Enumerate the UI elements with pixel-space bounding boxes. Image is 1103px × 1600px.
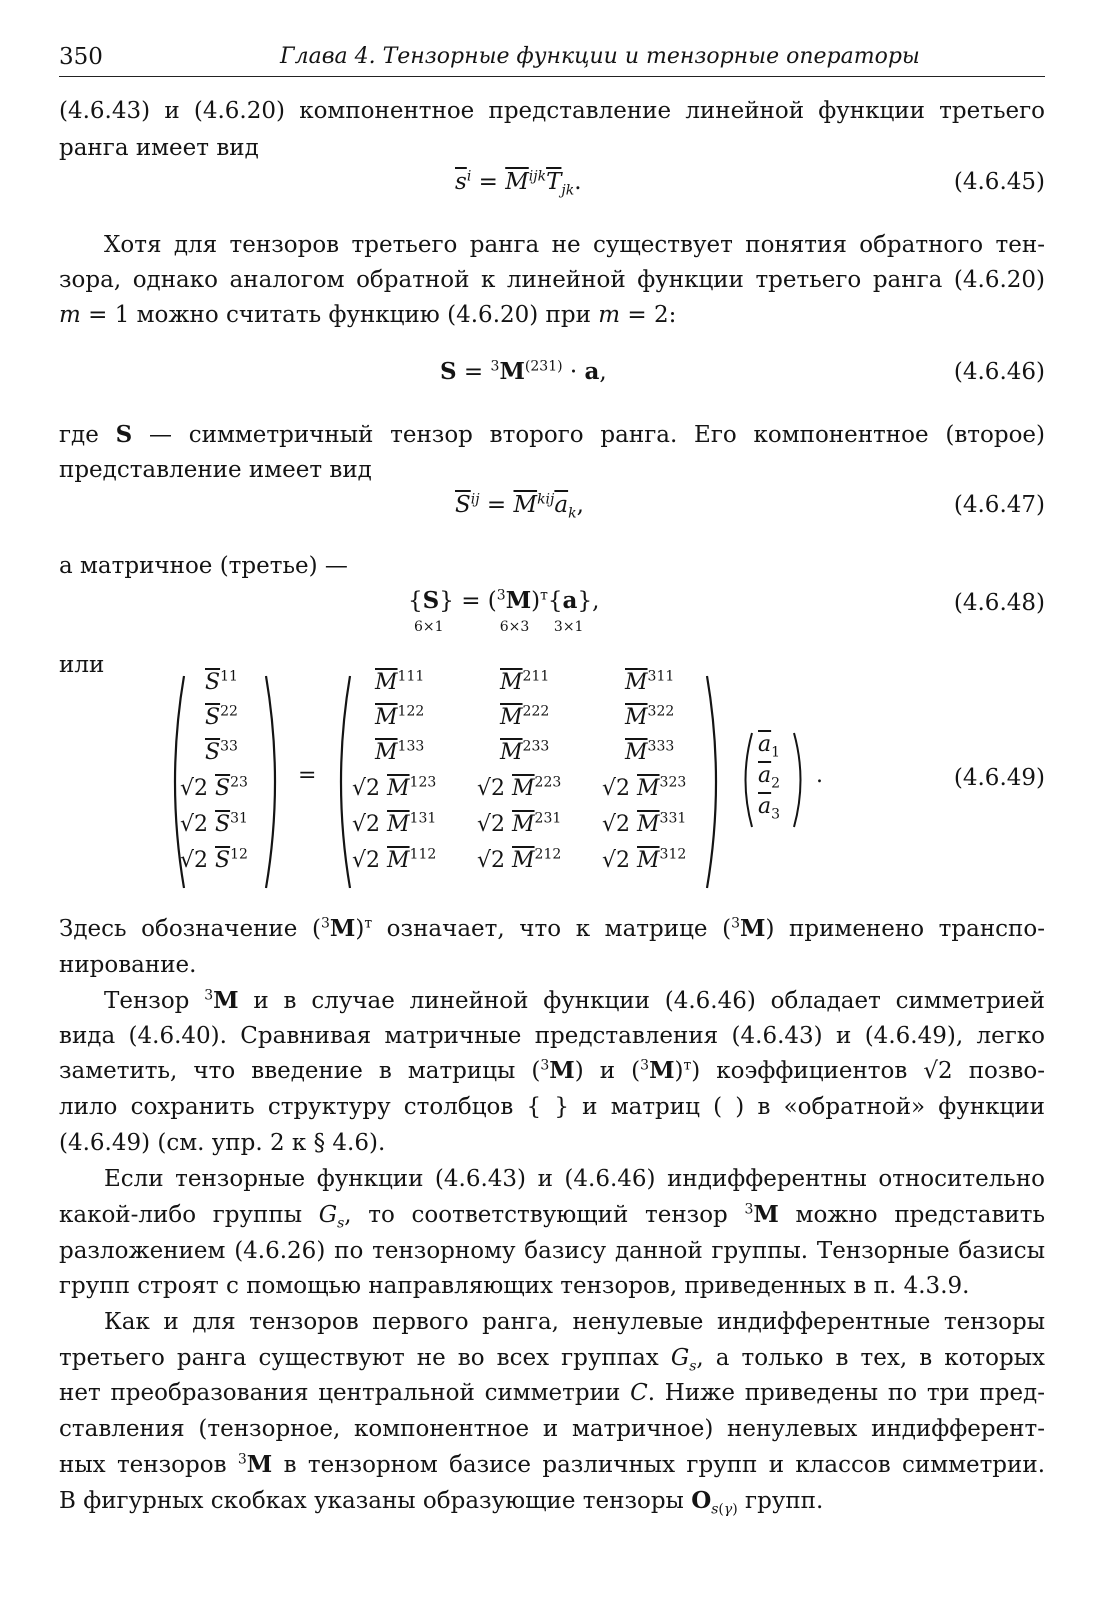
page-number: 350: [59, 44, 103, 70]
text-line: где S — симметричный тензор второго ранга. Его компонентное (второе): [59, 421, 1045, 448]
equation-number: (4.6.47): [953, 492, 1045, 518]
text-line: Как и для тензоров первого ранга, ненулевые индифферентные тензоры: [104, 1309, 1045, 1335]
text-line: нирование.: [59, 952, 197, 978]
right-paren-icon: [262, 672, 288, 892]
text-line: Хотя для тензоров третьего ранга не существует понятия обратного тен-: [104, 232, 1045, 258]
text-line: разложением (4.6.26) по тензорному базису данной группы. Тензорные базисы: [59, 1238, 1045, 1264]
running-title: Глава 4. Тензорные функции и тензорные операторы: [280, 44, 920, 69]
text-line: Тензор $^3$M и в случае линейной функции (4.6.46) обладает симметрией: [104, 987, 1045, 1014]
equation-number: (4.6.45): [953, 169, 1045, 195]
text-line: заметить, что введение в матрицы ($^3$M) и $(^3M)^т$) коэффициентов √2 позво-: [59, 1057, 1045, 1084]
text-line: нет преобразования центральной симметрии C. Ниже приведены по три пред-: [59, 1380, 1045, 1406]
equation-number: (4.6.48): [953, 590, 1045, 616]
right-paren-icon: [790, 730, 810, 830]
equation-4-6-47: $\overline{S}^{ij} = \overline{M}^{kij}\overline{a}_k$,: [455, 491, 584, 522]
text-line: зора, однако аналогом обратной к линейной функции третьего ранга (4.6.20): [59, 267, 1045, 293]
text-line: ставления (тензорное, компонентное и матричное) ненулевых индифферент-: [59, 1416, 1045, 1442]
text-line: В фигурных скобках указаны образующие тензоры $O_{s(\gamma)}$ групп.: [59, 1487, 824, 1516]
text-line: m = 1 можно считать функцию (4.6.20) при m = 2:: [59, 302, 677, 328]
left-paren-icon: [736, 730, 756, 830]
equation-4-6-45: $\overline{s}^i = \overline{M}^{ijk}\overline{T}_{jk}$.: [455, 168, 582, 199]
text-line: или: [59, 652, 105, 678]
left-paren-icon: [328, 672, 354, 892]
text-line: Здесь обозначение $(^3M)^т$ означает, что к матрице ($^3$M) применено транспо-: [59, 915, 1045, 942]
equation-4-6-48: {S} 6×1 = ($^3$M 6×3 )$^т${a} 3×1 ,: [408, 587, 600, 635]
book-page: 350 Глава 4. Тензорные функции и тензорные операторы (4.6.43) и (4.6.20) компонентное представление линейной функции третьего ранга имеет вид $\overline{s}^i = \overline{M}^{ijk}\overline{T}_{jk}$. (4.6.45) Хотя для тензоров третьего ранга не существует понятия обратного тен- зора, однако аналогом обратной к линейной функции третьего ранга (4.6.20) m = 1 можно считать функцию (4.6.20) при m = 2: $S = ^3M^{(231)} \cdot a$, (4.6.46) где S — симметричный тензор второго ранга. Его компонентное (второе) представление имеет вид $\overline{S}^{ij} = \overline{M}^{kij}\overline{a}_k$, (4.6.47) а матричное (третье) — {S} 6×1 = ($^3$M 6×3 )$^т${a} 3×1 , (4.6.48) или $\overline{S}^{11}$ $\overline{S}^{22}$ $\overline{S}^{33}$ √2 $\overline{S}^{23}$ √2 $\overline{S}^{31}$ √2 $\overline{S}^{12}$ = $\overline{M}^{111}$ $\overline{M}^{211}$ $\overline{M}^{311}$ $\overline{M}^{122}$ $\overline{M}^{222}$ $\overline{M}^{322}$ $\overline{M}^{133}$ $\overline{M}^{233}$ $\overline{M}^{333}$ √2 $\overline{M}^{123}$ √2 $\overline{M}^{223}$ √2 $\overline{M}^{323}$ √2 $\overline{M}^{131}$ √2 $\overline{M}^{231}$ √2 $\overline{M}^{331}$ √2 $\overline{M}^{112}$ √2 $\overline{M}^{212}$ √2 $\overline{M}^{312}$ $\overline{a}_1$ $\overline{a}_2$ $\overline{a}_3$ . (4.6.49) Здесь обозначение $(^3M)^т$ означает, что к матрице ($^3$M) применено транспо- нирование. Тензор $^3$M и в случае линейной функции (4.6.46) обладает симметрией вида (4.6.40). Сравнивая матричные представления (4.6.43) и (4.6.49), легко заметить, что введение в матрицы ($^3$M) и $(^3M)^т$) коэффициентов √2 позво- лило сохранить структуру столбцов { } и матриц ( ) в «обратной» функции (4.6.49) (см. упр. 2 к § 4.6). Если тензорные функции (4.6.43) и (4.6.46) индифферентны относительно какой-либо группы $G_s$, то соответствующий тензор $^3$M можно представить разложением (4.6.26) по тензорному базису данной группы. Тензорные базисы групп строят с помощью направляющих тензоров, приведенных в п. 4.3.9. Как и для тензоров первого ранга, ненулевые индифферентные тензоры третьего ранга существуют не во всех группах $G_s$, а только в тех, в которых нет преобразования центральной симметрии C. Ниже приведены по три пред- ставления (тензорное, компонентное и матричное) ненулевых индифферент- ных тензоров $^3$M в тензорном базисе различных групп и классов симметрии. В фигурных скобках указаны образующие тензоры $O_{s(\gamma)}$ групп.: [59, 44, 1045, 1516]
text-line: вида (4.6.40). Сравнивая матричные представления (4.6.43) и (4.6.49), легко: [59, 1023, 1045, 1049]
text-line: ранга имеет вид: [59, 135, 259, 161]
equation-number: (4.6.46): [953, 359, 1045, 385]
text-line: а матричное (третье) —: [59, 553, 348, 579]
equation-4-6-46: $S = ^3M^{(231)} \cdot a$,: [440, 358, 607, 385]
text-line: (4.6.43) и (4.6.20) компонентное представление линейной функции третьего: [59, 98, 1045, 124]
text-line: какой-либо группы $G_s$, то соответствующий тензор $^3$M можно представить: [59, 1201, 1045, 1230]
text-line: ных тензоров $^3$M в тензорном базисе различных групп и классов симметрии.: [59, 1451, 1045, 1478]
text-line: (4.6.49) (см. упр. 2 к § 4.6).: [59, 1130, 386, 1156]
text-line: групп строят с помощью направляющих тензоров, приведенных в п. 4.3.9.: [59, 1273, 970, 1299]
page-header: [59, 42, 1045, 77]
text-line: лило сохранить структуру столбцов { } и матриц ( ) в «обратной» функции: [59, 1094, 1045, 1120]
text-line: представление имеет вид: [59, 457, 372, 483]
text-line: Если тензорные функции (4.6.43) и (4.6.46) индифферентны относительно: [104, 1166, 1045, 1192]
text-line: третьего ранга существуют не во всех группах $G_s$, а только в тех, в которых: [59, 1345, 1045, 1373]
right-paren-icon: [703, 672, 729, 892]
equation-number: (4.6.49): [953, 765, 1045, 791]
